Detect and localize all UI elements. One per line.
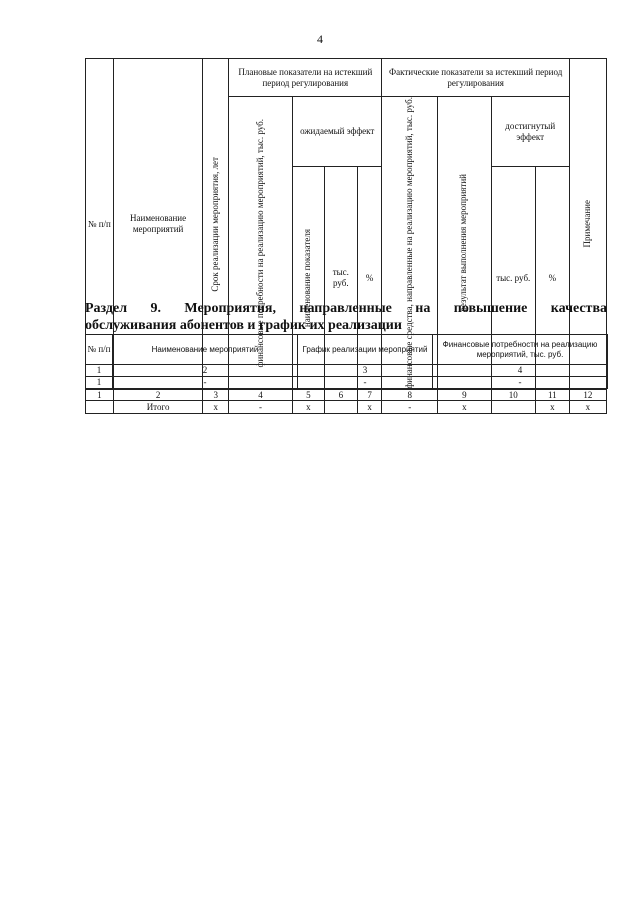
col-name-header: Наименование мероприятий xyxy=(113,335,298,365)
service-quality-measures-table xyxy=(85,334,608,389)
table-cell: 8 xyxy=(382,389,438,400)
section-9-heading xyxy=(85,300,607,334)
page-number: 4 xyxy=(317,32,323,46)
col-note-header: Примечание xyxy=(569,59,606,390)
table-cell xyxy=(324,401,357,414)
col-financial-needs-header: Финансовые потребности на реализацию мероприятий, тыс. руб. xyxy=(433,335,608,365)
table-cell xyxy=(86,401,114,414)
table-cell: 2 xyxy=(113,365,298,377)
table-cell: 12 xyxy=(569,389,606,400)
col-number-header: № п/п xyxy=(86,59,114,390)
expected-effect-pct-header: % xyxy=(357,167,382,390)
achieved-effect-header: достигнутый эффект xyxy=(491,97,569,167)
table-cell: 4 xyxy=(433,365,608,377)
planned-financial-needs-header: финансовые потребности на реализацию мероприятий, тыс. руб. xyxy=(229,97,293,390)
table-cell: 7 xyxy=(357,389,382,400)
table-cell: 9 xyxy=(438,389,492,400)
expected-effect-header: ожидаемый эффект xyxy=(292,97,382,167)
col-number-header: № п/п xyxy=(86,335,113,365)
actual-group-header: Фактические показатели за истекший период регулирования xyxy=(382,59,569,97)
achieved-effect-pct-header: % xyxy=(535,167,569,390)
achieved-effect-rub-header: тыс. руб. xyxy=(491,167,535,390)
table-cell: - xyxy=(382,401,438,414)
table-cell: х xyxy=(292,401,324,414)
table-cell: 1 xyxy=(86,377,113,389)
table-cell: 4 xyxy=(229,389,293,400)
actual-result-header: результат выполнения мероприятий xyxy=(438,97,492,390)
table-cell: 5 xyxy=(292,389,324,400)
table-cell: 6 xyxy=(324,389,357,400)
table-cell: 1 xyxy=(86,389,114,400)
table-cell: х xyxy=(535,401,569,414)
table-cell: - xyxy=(113,377,298,389)
expected-effect-indicator-header: наименование показателя xyxy=(292,167,324,390)
table-row xyxy=(86,377,608,389)
table-cell: - xyxy=(298,377,433,389)
table-row xyxy=(86,401,607,414)
actual-financial-funds-header: финансовые средства, направленные на реализацию мероприятий, тыс. руб. xyxy=(382,97,438,390)
table-cell: 3 xyxy=(298,365,433,377)
table-cell: 10 xyxy=(491,389,535,400)
section-9-heading-line2: обслуживания абонентов и график их реализации xyxy=(85,318,402,333)
col-schedule-header: График реализации мероприятий xyxy=(298,335,433,365)
table-cell: Итого xyxy=(113,401,203,414)
section-9-heading-line1: Раздел 9. Мероприятия, направленные на повышение качества xyxy=(85,301,607,316)
table-row xyxy=(86,389,607,400)
table-cell: х xyxy=(203,401,229,414)
table-cell: 11 xyxy=(535,389,569,400)
table-cell: 3 xyxy=(203,389,229,400)
table-cell: - xyxy=(229,401,293,414)
col-term-header: Срок реализации мероприятия, лет xyxy=(203,59,229,390)
table-cell: х xyxy=(357,401,382,414)
expected-effect-rub-header: тыс. руб. xyxy=(324,167,357,390)
table-cell: х xyxy=(569,401,606,414)
table-cell: - xyxy=(433,377,608,389)
table-cell: 2 xyxy=(113,389,203,400)
planned-group-header: Плановые показатели на истекший период регулирования xyxy=(229,59,382,97)
table-cell: 1 xyxy=(86,365,113,377)
table-cell: х xyxy=(438,401,492,414)
table-cell xyxy=(491,401,535,414)
table-row xyxy=(86,365,608,377)
col-name-header: Наименование мероприятий xyxy=(113,59,203,390)
